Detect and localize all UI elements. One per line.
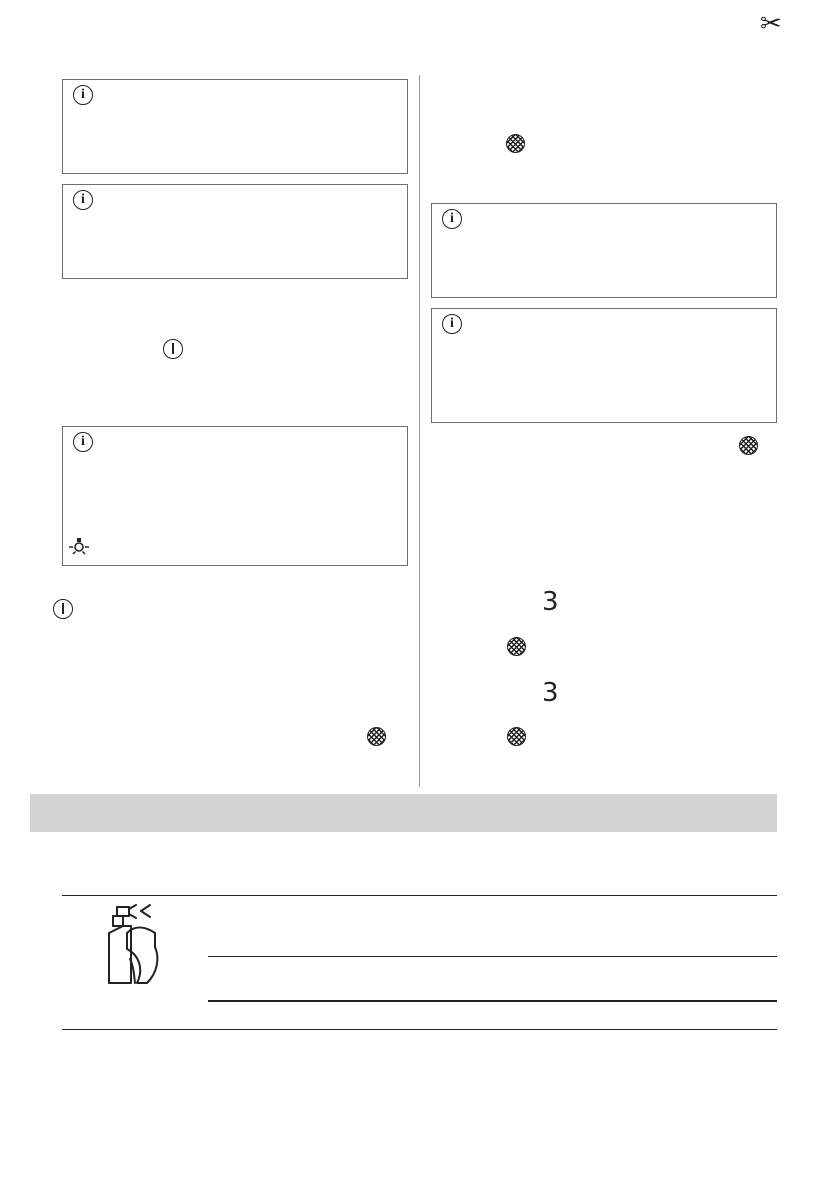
info-icon: i [73, 85, 93, 105]
table-row-divider [208, 1000, 777, 1002]
info-icon: i [442, 209, 462, 229]
column-divider [419, 75, 420, 787]
note-box [431, 203, 777, 298]
grid-symbol-icon [367, 727, 386, 746]
note-box [62, 426, 408, 566]
grid-symbol-icon [507, 727, 526, 746]
note-box [62, 184, 408, 279]
info-icon: i [73, 432, 93, 452]
table-bottom-rule [62, 1029, 777, 1030]
scissors-icon: ✂ [760, 8, 782, 38]
light-bulb-icon [69, 537, 89, 557]
info-icon: i [73, 190, 93, 210]
table-top-rule [62, 895, 777, 896]
info-icon: i [442, 314, 462, 334]
grid-symbol-icon [506, 134, 525, 153]
power-icon [53, 599, 73, 619]
grid-symbol-icon [507, 637, 526, 656]
grid-symbol-icon [739, 436, 758, 455]
note-box [431, 308, 777, 423]
note-box [62, 79, 408, 174]
display-digit: 3 [542, 678, 559, 708]
section-header-bar [30, 794, 777, 832]
display-digit: 3 [542, 587, 559, 617]
table-row-divider [208, 956, 777, 957]
power-icon [163, 339, 183, 359]
spray-and-cloth-icon [103, 903, 167, 987]
